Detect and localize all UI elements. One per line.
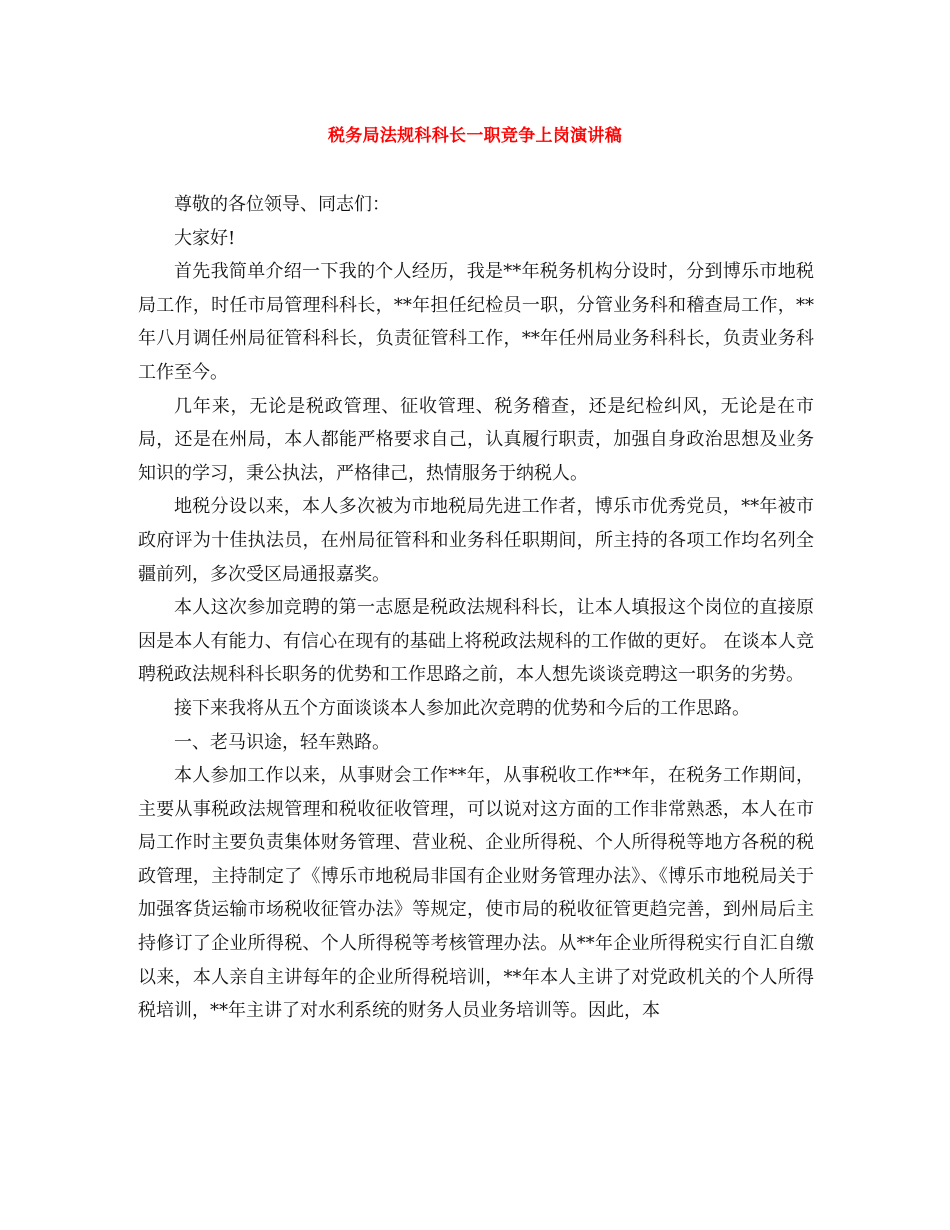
paragraph-work-attitude: 几年来，无论是税政管理、征收管理、税务稽查，还是纪检纠风，无论是在市局，还是在州局，本人都能严格要求自己，认真履行职责，加强自身政治思想及业务知识的学习，秉公执法，严格律己，热情服务于纳税人。	[138, 395, 814, 484]
paragraph-honors: 地税分设以来，本人多次被为市地税局先进工作者，博乐市优秀党员，**年被市政府评为十佳执法员，在州局征管科和业务科任职期间，所主持的各项工作均名列全疆前列，多次受区局通报嘉奖。	[138, 496, 814, 585]
paragraph-personal-history: 首先我简单介绍一下我的个人经历，我是**年税务机构分设时，分到博乐市地税局工作，时任市局管理科科长，**年担任纪检员一职，分管业务科和稽查局工作，**年八月调任州局征管科科长，负责征管科工作，**年任州局业务科科长，负责业务科工作至今。	[138, 261, 814, 383]
paragraph-experience: 本人参加工作以来，从事财会工作**年，从事税收工作**年，在税务工作期间，主要从事税政法规管理和税收征收管理，可以说对这方面的工作非常熟悉，本人在市局工作时主要负责集体财务管理、营业税、企业所得税、个人所得税等地方各税的税政管理，主持制定了《博乐市地税局非国有企业财务管理办法》、《博乐市地税局关于加强客货运输市场税收征管办法》等规定，使市局的税收征管更趋完善，到州局后主持修订了企业所得税、个人所得税等考核管理办法。从**年企业所得税实行自汇自缴以来，本人亲自主讲每年的企业所得税培训，**年本人主讲了对党政机关的个人所得税培训，**年主讲了对水利系统的财务人员业务培训等。因此，本	[138, 765, 814, 1022]
paragraph-section-heading-1: 一、老马识途，轻车熟路。	[174, 731, 390, 753]
paragraph-greeting: 大家好!	[174, 227, 236, 249]
document-body	[138, 188, 814, 1028]
paragraph-motivation: 本人这次参加竞聘的第一志愿是税政法规科科长，让本人填报这个岗位的直接原因是本人有能力、有信心在现有的基础上将税政法规科的工作做的更好。 在谈本人竞聘税政法规科科长职务的优势和工作思路之前，本人想先谈谈竞聘这一职务的劣势。	[138, 597, 814, 686]
paragraph-salutation: 尊敬的各位领导、同志们：	[174, 194, 390, 215]
document-title: 税务局法规科科长一职竞争上岗演讲稿	[327, 126, 623, 146]
paragraph-outline: 接下来我将从五个方面谈谈本人参加此次竞聘的优势和今后的工作思路。	[174, 697, 750, 719]
